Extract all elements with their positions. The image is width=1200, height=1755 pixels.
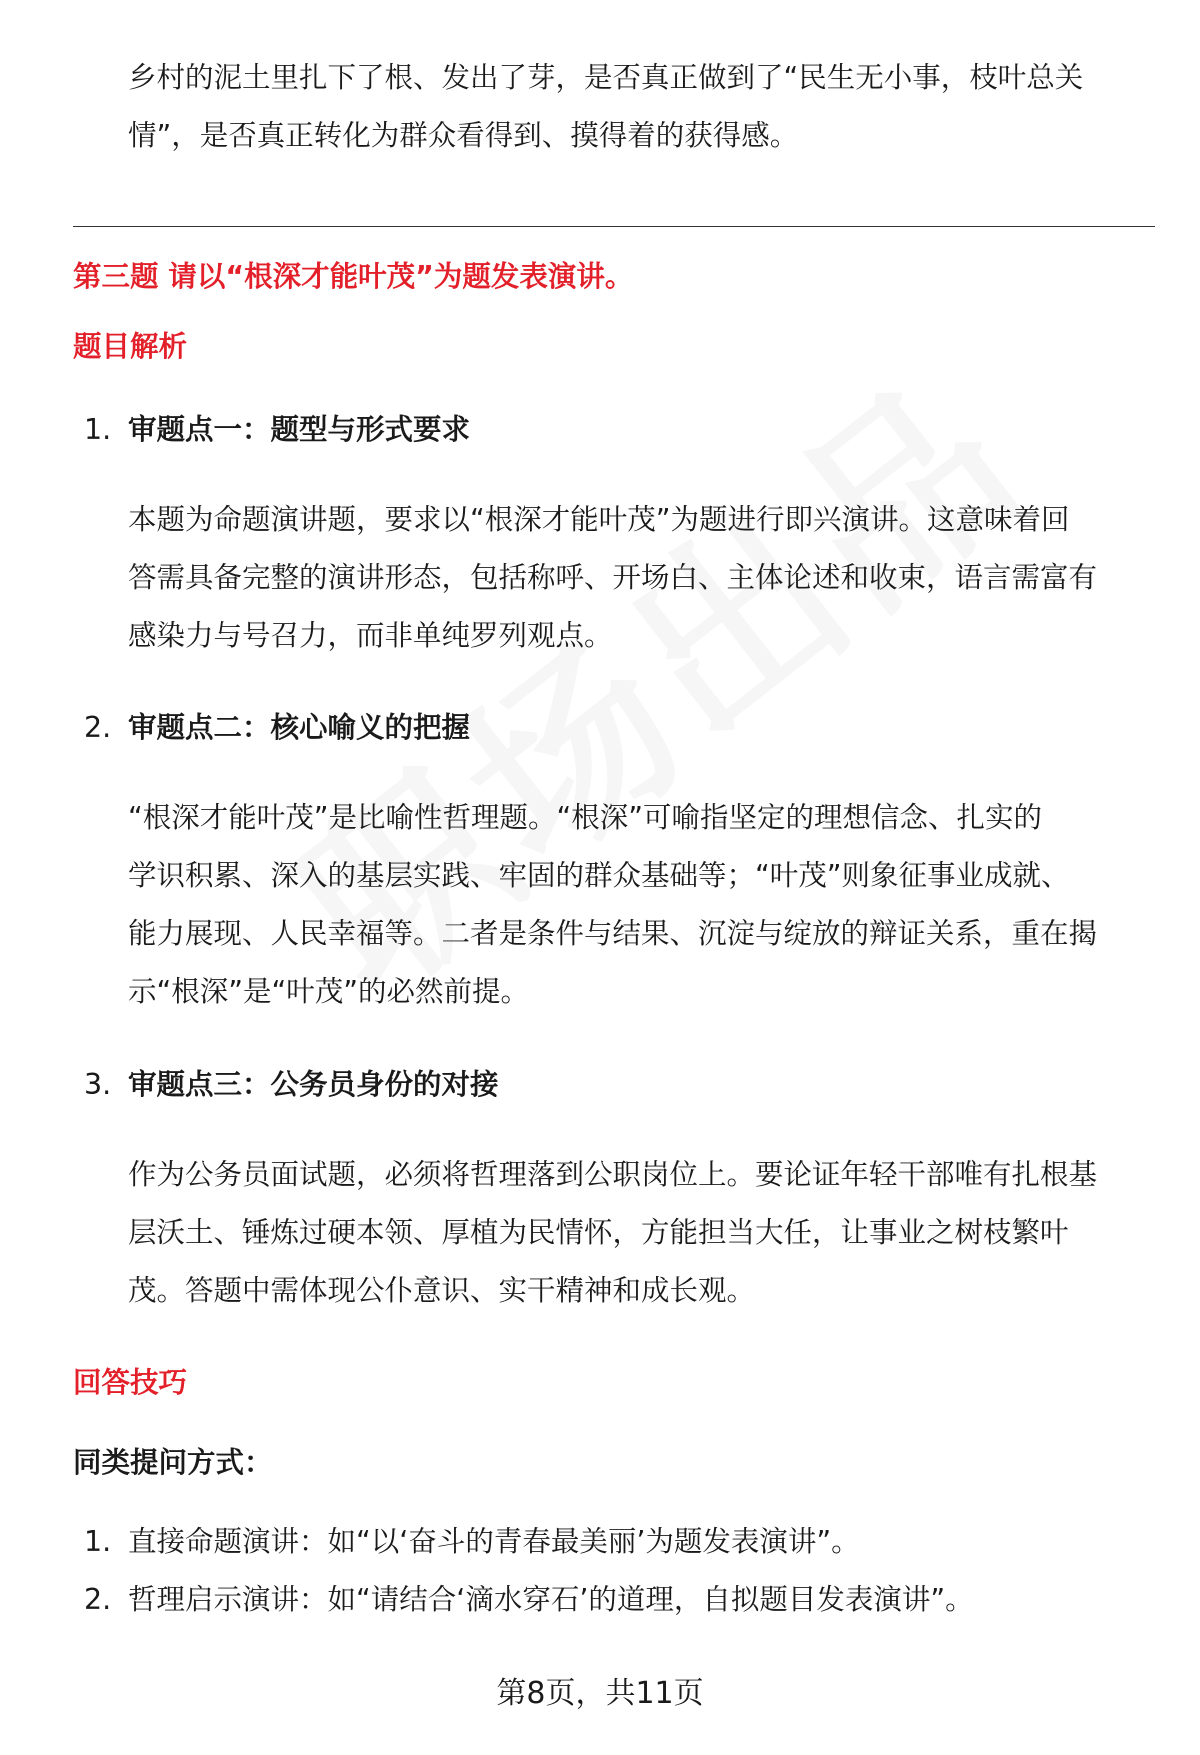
intro-paragraph [128,49,1148,165]
intro-line: 乡村的泥土里扎下了根、发出了芽，是否真正做到了“民生无小事，枝叶总关 [128,61,1084,94]
point-number: 3. [84,1068,112,1101]
point-title: 审题点一：题型与形式要求 [128,413,471,446]
body-line: 本题为命题演讲题，要求以“根深才能叶茂”为题进行即兴演讲。这意味着回 [128,503,1070,536]
body-line: 茂。答题中需体现公仆意识、实干精神和成长观。 [128,1274,756,1307]
body-line: “根深才能叶茂”是比喻性哲理题。“根深”可喻指坚定的理想信念、扎实的 [128,801,1043,834]
list-number: 2. [84,1583,112,1616]
analysis-heading: 题目解析 [73,330,188,363]
body-line: 学识积累、深入的基层实践、牢固的群众基础等；“叶茂”则象征事业成就、 [128,859,1070,892]
list-text: 哲理启示演讲：如“请结合‘滴水穿石’的道理，自拟题目发表演讲”。 [128,1583,974,1616]
point-title: 审题点三：公务员身份的对接 [128,1068,499,1101]
list-number: 1. [84,1525,112,1558]
point-heading [84,708,470,748]
point-number: 1. [84,413,112,446]
page-footer: 第8页，共11页 [496,1676,704,1711]
point-body [128,491,1148,665]
point-body [128,1146,1148,1320]
point-title: 审题点二：核心喻义的把握 [128,711,471,744]
body-line: 能力展现、人民幸福等。二者是条件与结果、沉淀与绽放的辩证关系，重在揭 [128,917,1098,950]
list-item [84,1580,974,1620]
similar-heading: 同类提问方式： [73,1446,273,1479]
body-line: 层沃土、锤炼过硬本领、厚植为民情怀，方能担当大任，让事业之树枝繁叶 [128,1216,1069,1249]
body-line: 作为公务员面试题，必须将哲理落到公职岗位上。要论证年轻干部唯有扎根基 [128,1158,1098,1191]
point-heading [84,410,470,450]
intro-line: 情”，是否真正转化为群众看得到、摸得着的获得感。 [128,119,799,152]
point-body [128,789,1148,1021]
body-line: 答需具备完整的演讲形态，包括称呼、开场白、主体论述和收束，语言需富有 [128,561,1098,594]
point-number: 2. [84,711,112,744]
point-heading [84,1065,499,1105]
list-item [84,1522,860,1562]
tips-heading: 回答技巧 [73,1366,188,1399]
body-line: 感染力与号召力，而非单纯罗列观点。 [128,619,613,652]
body-line: 示“根深”是“叶茂”的必然前提。 [128,975,530,1008]
question-title: 第三题 请以“根深才能叶茂”为题发表演讲。 [73,260,634,293]
section-divider [73,226,1155,227]
list-text: 直接命题演讲：如“以‘奋斗的青春最美丽’为题发表演讲”。 [128,1525,860,1558]
